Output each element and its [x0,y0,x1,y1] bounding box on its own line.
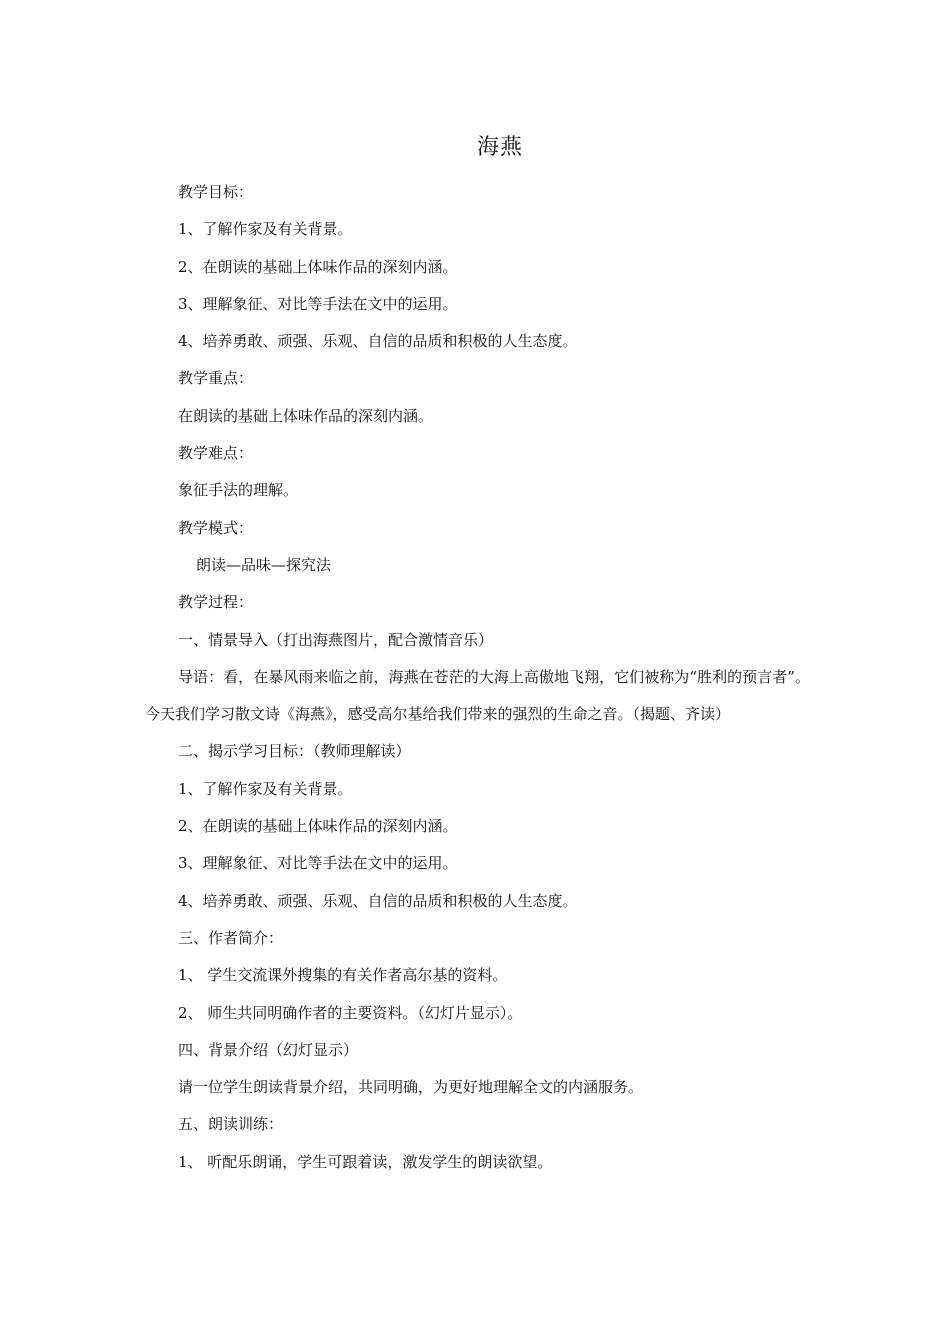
section-heading-goals: 二、揭示学习目标：（教师理解读） [178,742,411,761]
goal-item: 1、了解作家及有关背景。 [178,220,353,239]
heading-teaching-difficulty: 教学难点： [178,444,254,463]
mode-text: 朗读—品味—探究法 [196,555,332,574]
difficulty-text: 象征手法的理解。 [178,481,299,500]
goal-item: 2、在朗读的基础上体味作品的深刻内涵。 [178,257,458,276]
document-body [145,174,810,1181]
focus-text: 在朗读的基础上体味作品的深刻内涵。 [178,406,434,425]
goal-item: 3、理解象征、对比等手法在文中的运用。 [178,854,458,873]
reading-item: 1、 听配乐朗诵，学生可跟着读，激发学生的朗读欲望。 [178,1152,553,1171]
intro-paragraph: 导语：看，在暴风雨来临之前，海燕在苍茫的大海上高傲地飞翔，它们被称为“胜利的预言者”。今天我们学习散文诗《海燕》，感受高尔基给我们带来的强烈的生命之音。（揭题、齐读） [145,667,810,724]
heading-teaching-process: 教学过程： [178,593,254,612]
section-heading-reading: 五、朗读训练： [178,1115,284,1134]
section-heading-author: 三、作者简介： [178,928,284,947]
heading-teaching-goals: 教学目标： [178,183,254,201]
section-heading-background: 四、背景介绍（幻灯显示） [178,1040,359,1059]
goal-item: 1、了解作家及有关背景。 [178,779,353,798]
author-item: 1、 学生交流课外搜集的有关作者高尔基的资料。 [178,966,508,985]
goal-item: 3、理解象征、对比等手法在文中的运用。 [178,294,458,313]
goal-item: 2、在朗读的基础上体味作品的深刻内涵。 [178,817,458,836]
author-item: 2、 师生共同明确作者的主要资料。（幻灯片显示）。 [178,1003,523,1022]
goal-item: 4、培养勇敢、顽强、乐观、自信的品质和积极的人生态度。 [178,332,578,351]
goal-item: 4、培养勇敢、顽强、乐观、自信的品质和积极的人生态度。 [178,891,578,910]
heading-teaching-focus: 教学重点： [178,369,254,388]
section-heading-intro: 一、情景导入（打出海燕图片，配合激情音乐） [178,630,494,649]
heading-teaching-mode: 教学模式： [178,518,254,537]
background-text: 请一位学生朗读背景介绍，共同明确，为更好地理解全文的内涵服务。 [178,1078,644,1097]
document-title: 海燕 [476,135,523,160]
